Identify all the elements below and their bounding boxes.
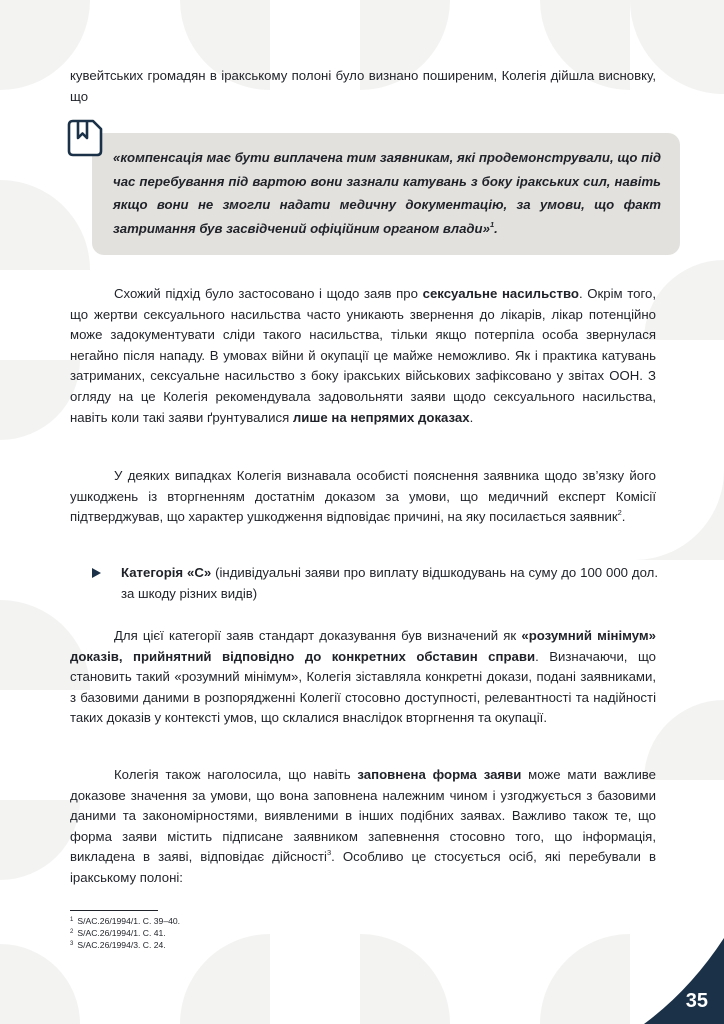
paragraph-text: може мати важливе доказове значення за умови, що вона заповнена належним чином і узгоджується з базовими даними та закономірностями, виявленими в інших подібних заявах. Важливо також те, що форма заяви містить підписане заявником запевнення стосовно того, що інформація, викладена в заяві, відповідає дійсності — [70, 767, 656, 865]
quote-end: . — [494, 220, 498, 236]
bold-term: сексуальне насильство — [422, 286, 579, 301]
footnote-text: S/AC.26/1994/1. С. 41. — [77, 928, 166, 939]
bullet-description: (індивідуальні заяви про виплату відшкодувань на суму до 100 000 дол. за шкоду різних видів) — [121, 565, 658, 601]
footnote-ref-2[interactable]: 2 — [617, 508, 622, 518]
paragraph-text: Схожий підхід було застосовано і щодо заяв про — [114, 286, 423, 301]
bold-term: «розумний мінімум» доказів, прийнятний відповідно до конкретних обставин справи — [70, 628, 656, 664]
paragraph-text: . — [621, 509, 626, 525]
footnote-number: 3 — [70, 941, 74, 948]
paragraph-text: . Окрім того, що жертви сексуального насильства часто уникають звернення до лікарів, лікар потенційно може задокументувати сліди такого насильства, тільки якщо потерпіла особа звернулася негайно після нападу. В умовах війни й окупації це майже неможливо. Як і практика катувань затриманих, сексуальне насильство з боку іракських військових зафіксовано у звітах ООН. З огляду на це Колегія рекомендувала задовольняти заяви щодо сексуального насильства, навіть коли такі заяви ґрунтувалися — [70, 286, 656, 425]
footnote-text: S/AC.26/1994/3. С. 24. — [77, 940, 166, 951]
continuation-text: кувейтських громадян в іракському полоні було визнано поширеним, Колегія дійшла висновку, що — [70, 68, 656, 104]
paragraph-text: У деяких випадках Колегія визнавала особисті пояснення заявника щодо зв’язку його ушкоджень із вторгненням достатнім доказом за умови, що медичний експерт Комісії підтверджував, що характер ушкодження відповідає причині, на яку посилається заявник — [70, 468, 656, 525]
bullet-heading: Категорія «С» — [121, 565, 212, 580]
page-number: 35 — [685, 990, 708, 1012]
quote-body: «компенсація має бути виплачена тим заявникам, які продемонстрували, що під час перебування під вартою вони зазнали катувань з боку іракських сил, навіть якщо вони не змогли надати медичну документацію, за умови, що факт затримання був засвідчений офіційним органом влади» — [113, 150, 661, 236]
bold-term: лише на непрямих доказах — [292, 409, 470, 425]
paragraph-text: . — [469, 409, 474, 425]
paragraph-text: Колегія також наголосила, що навіть — [114, 767, 358, 782]
footnote-number: 2 — [70, 929, 74, 936]
paragraph-text: Для цієї категорії заяв стандарт доказування був визначений як — [114, 628, 522, 643]
paragraph-text: . Особливо це стосується осіб, які перебували в іракському полоні: — [70, 849, 656, 885]
bold-term: заповнена форма заяви — [357, 767, 522, 782]
footnote-number: 1 — [70, 917, 74, 923]
footnote-text: S/AC.26/1994/1. С. 39–40. — [77, 916, 181, 926]
footnote-ref-1[interactable]: 1 — [489, 219, 495, 229]
footnote-ref-3[interactable]: 3 — [326, 848, 332, 858]
paragraph-text: . Визначаючи, що становить такий «розумний мінімум», Колегія зіставляла конкретні докази, подані заявниками, з базовими даними в розпорядженні Колегії стосовно доступності, релевантності та надійності таких доказів у контексті умов, що склалися внаслідок вторгнення та окупації. — [70, 648, 656, 726]
